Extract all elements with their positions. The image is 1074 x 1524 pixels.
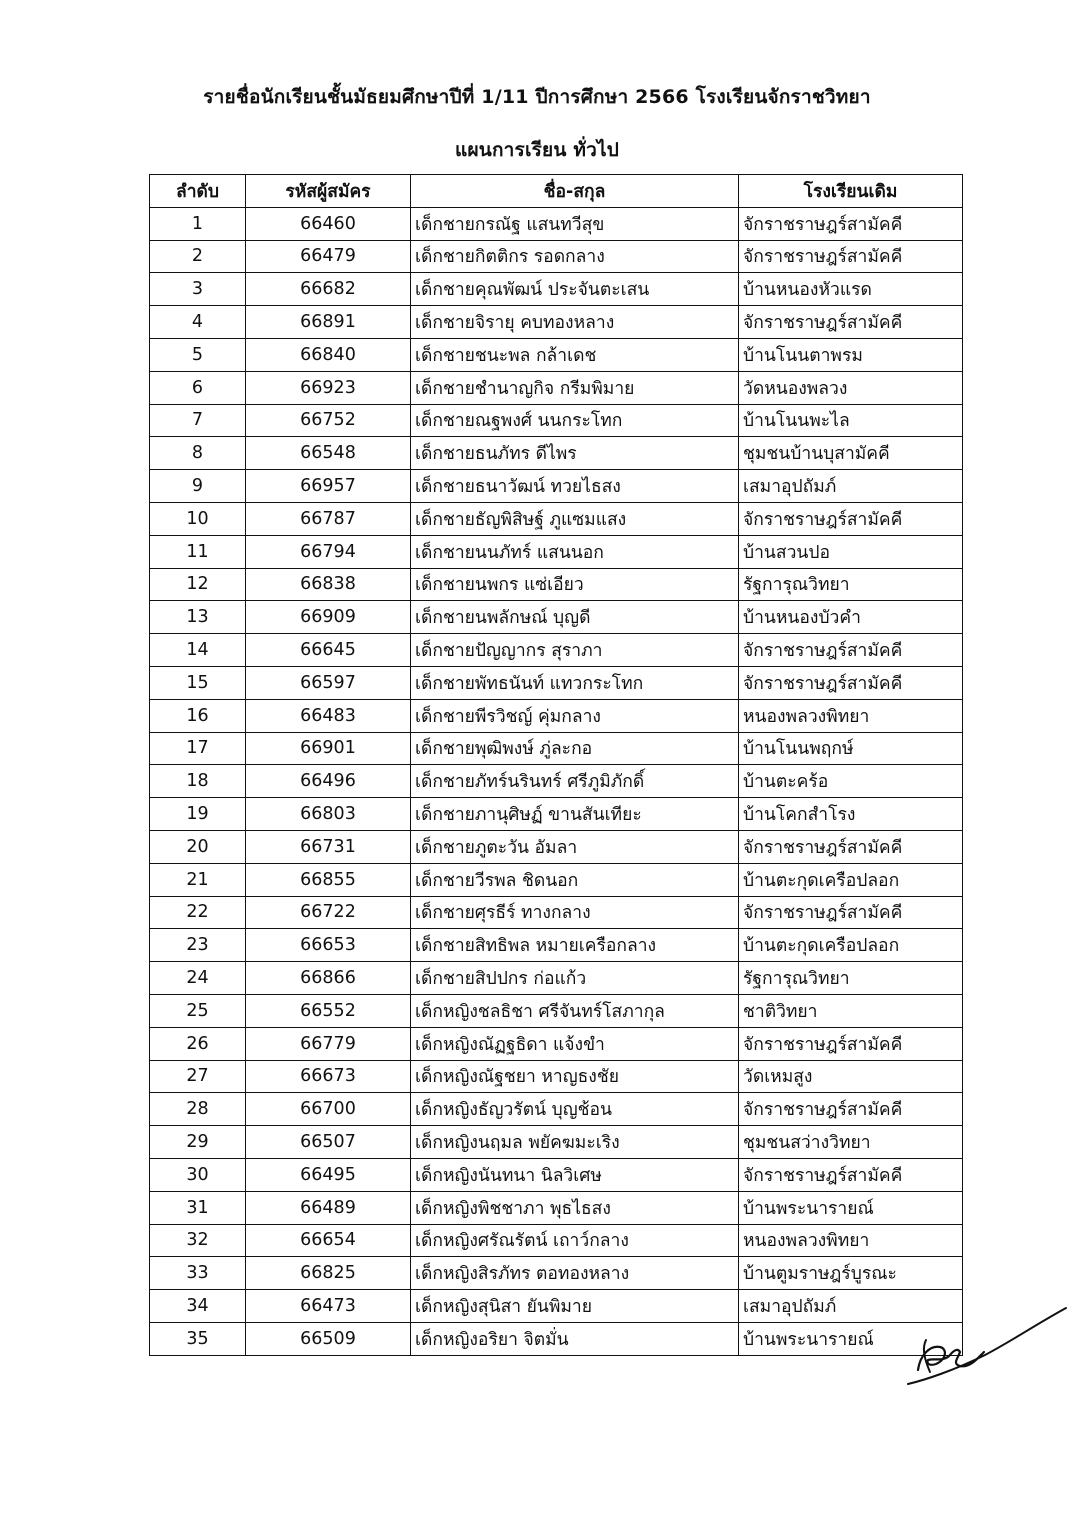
row-full-name: เด็กชายธัญพิสิษฐ์ ภูแซมแสง: [411, 502, 739, 535]
row-previous-school: หนองพลวงพิทยา: [739, 699, 963, 732]
row-full-name: เด็กชายพัทธนันท์ แทวกระโทก: [411, 666, 739, 699]
row-order: 29: [150, 1126, 246, 1159]
row-full-name: เด็กชายกรณัฐ แสนทวีสุข: [411, 207, 739, 240]
row-full-name: เด็กชายชำนาญกิจ กรีมพิมาย: [411, 371, 739, 404]
table-row: [150, 1322, 963, 1355]
table-row: [150, 1191, 963, 1224]
row-previous-school: บ้านโคกสำโรง: [739, 798, 963, 831]
row-full-name: เด็กชายจิรายุ คบทองหลาง: [411, 306, 739, 339]
header-previous-school: โรงเรียนเดิม: [739, 175, 963, 208]
table-row: [150, 240, 963, 273]
table-row: [150, 732, 963, 765]
row-previous-school: ชุมชนสว่างวิทยา: [739, 1126, 963, 1159]
row-order: 17: [150, 732, 246, 765]
row-full-name: เด็กชายชนะพล กล้าเดช: [411, 338, 739, 371]
row-applicant-id: 66779: [246, 1027, 411, 1060]
row-order: 32: [150, 1224, 246, 1257]
header-applicant-id: รหัสผู้สมัคร: [246, 175, 411, 208]
table-row: [150, 896, 963, 929]
row-previous-school: บ้านตะกุดเครือปลอก: [739, 929, 963, 962]
row-previous-school: จักราชราษฎร์สามัคคี: [739, 1093, 963, 1126]
table-body: [150, 207, 963, 1355]
row-order: 18: [150, 765, 246, 798]
row-order: 13: [150, 601, 246, 634]
row-previous-school: บ้านพระนารายณ์: [739, 1191, 963, 1224]
row-order: 30: [150, 1158, 246, 1191]
row-full-name: เด็กชายนพลักษณ์ บุญดี: [411, 601, 739, 634]
row-full-name: เด็กหญิงอริยา จิตมั่น: [411, 1322, 739, 1355]
row-applicant-id: 66496: [246, 765, 411, 798]
row-full-name: เด็กหญิงสุนิสา ยันพิมาย: [411, 1290, 739, 1323]
row-previous-school: หนองพลวงพิทยา: [739, 1224, 963, 1257]
row-previous-school: บ้านตะคร้อ: [739, 765, 963, 798]
row-full-name: เด็กชายกิตติกร รอดกลาง: [411, 240, 739, 273]
row-applicant-id: 66855: [246, 863, 411, 896]
row-order: 23: [150, 929, 246, 962]
row-applicant-id: 66923: [246, 371, 411, 404]
table-row: [150, 470, 963, 503]
row-order: 26: [150, 1027, 246, 1060]
row-previous-school: เสมาอุปถัมภ์: [739, 470, 963, 503]
row-full-name: เด็กหญิงธัญวรัตน์ บุญช้อน: [411, 1093, 739, 1126]
row-previous-school: บ้านหนองหัวแรด: [739, 273, 963, 306]
table-row: [150, 1224, 963, 1257]
row-order: 28: [150, 1093, 246, 1126]
row-previous-school: ชุมชนบ้านบุสามัคคี: [739, 437, 963, 470]
row-full-name: เด็กชายคุณพัฒน์ ประจันตะเสน: [411, 273, 739, 306]
row-applicant-id: 66645: [246, 634, 411, 667]
table-row: [150, 601, 963, 634]
row-applicant-id: 66794: [246, 535, 411, 568]
table-row: [150, 306, 963, 339]
table-row: [150, 338, 963, 371]
table-row: [150, 273, 963, 306]
row-full-name: เด็กหญิงณัฐชยา หาญธงชัย: [411, 1060, 739, 1093]
row-full-name: เด็กชายปัญญากร สุราภา: [411, 634, 739, 667]
signature: [900, 1300, 1070, 1390]
table-row: [150, 207, 963, 240]
table-row: [150, 1257, 963, 1290]
row-full-name: เด็กหญิงศรัณรัตน์ เถาว์กลาง: [411, 1224, 739, 1257]
table-row: [150, 502, 963, 535]
row-full-name: เด็กหญิงชลธิชา ศรีจันทร์โสภากุล: [411, 994, 739, 1027]
row-full-name: เด็กชายนนภัทร์ แสนนอก: [411, 535, 739, 568]
row-previous-school: บ้านตูมราษฎร์บูรณะ: [739, 1257, 963, 1290]
row-applicant-id: 66489: [246, 1191, 411, 1224]
table-row: [150, 1158, 963, 1191]
row-order: 11: [150, 535, 246, 568]
row-applicant-id: 66673: [246, 1060, 411, 1093]
row-applicant-id: 66509: [246, 1322, 411, 1355]
row-applicant-id: 66803: [246, 798, 411, 831]
row-full-name: เด็กชายภานุศิษฏ์ ขานสันเทียะ: [411, 798, 739, 831]
row-previous-school: จักราชราษฎร์สามัคคี: [739, 830, 963, 863]
row-order: 8: [150, 437, 246, 470]
row-applicant-id: 66495: [246, 1158, 411, 1191]
row-applicant-id: 66752: [246, 404, 411, 437]
row-applicant-id: 66722: [246, 896, 411, 929]
document-title: รายชื่อนักเรียนชั้นมัธยมศึกษาปีที่ 1/11 ปีการศึกษา 2566 โรงเรียนจักราชวิทยา: [203, 86, 871, 108]
table-row: [150, 863, 963, 896]
row-applicant-id: 66891: [246, 306, 411, 339]
document-subtitle: แผนการเรียน ทั่วไป: [455, 139, 619, 161]
table-row: [150, 535, 963, 568]
row-full-name: เด็กชายณฐพงศ์ นนกระโทก: [411, 404, 739, 437]
row-applicant-id: 66597: [246, 666, 411, 699]
table-row: [150, 929, 963, 962]
table-row: [150, 1060, 963, 1093]
row-applicant-id: 66653: [246, 929, 411, 962]
row-full-name: เด็กหญิงนันทนา นิลวิเศษ: [411, 1158, 739, 1191]
row-previous-school: จักราชราษฎร์สามัคคี: [739, 306, 963, 339]
row-full-name: เด็กชายสิปปกร ก่อแก้ว: [411, 962, 739, 995]
row-order: 15: [150, 666, 246, 699]
row-full-name: เด็กหญิงสิรภัทร ตอทองหลาง: [411, 1257, 739, 1290]
row-full-name: เด็กชายธนภัทร ดีไพร: [411, 437, 739, 470]
row-applicant-id: 66654: [246, 1224, 411, 1257]
row-order: 12: [150, 568, 246, 601]
row-full-name: เด็กชายศุรธีร์ ทางกลาง: [411, 896, 739, 929]
table-row: [150, 798, 963, 831]
row-order: 6: [150, 371, 246, 404]
row-order: 5: [150, 338, 246, 371]
row-previous-school: บ้านโนนตาพรม: [739, 338, 963, 371]
table-row: [150, 1027, 963, 1060]
row-applicant-id: 66473: [246, 1290, 411, 1323]
row-previous-school: จักราชราษฎร์สามัคคี: [739, 502, 963, 535]
row-order: 35: [150, 1322, 246, 1355]
table-row: [150, 830, 963, 863]
row-previous-school: จักราชราษฎร์สามัคคี: [739, 207, 963, 240]
table-row: [150, 371, 963, 404]
row-order: 27: [150, 1060, 246, 1093]
row-previous-school: รัฐการุณวิทยา: [739, 568, 963, 601]
row-order: 22: [150, 896, 246, 929]
row-previous-school: บ้านโนนพะไล: [739, 404, 963, 437]
row-previous-school: ชาติวิทยา: [739, 994, 963, 1027]
row-order: 21: [150, 863, 246, 896]
row-full-name: เด็กชายพีรวิชญ์ คุ่มกลาง: [411, 699, 739, 732]
row-applicant-id: 66552: [246, 994, 411, 1027]
table-row: [150, 765, 963, 798]
row-applicant-id: 66731: [246, 830, 411, 863]
row-previous-school: บ้านพระนารายณ์: [739, 1322, 963, 1355]
row-previous-school: บ้านหนองบัวคำ: [739, 601, 963, 634]
row-previous-school: จักราชราษฎร์สามัคคี: [739, 1027, 963, 1060]
row-applicant-id: 66838: [246, 568, 411, 601]
row-applicant-id: 66460: [246, 207, 411, 240]
table-row: [150, 1290, 963, 1323]
table-row: [150, 699, 963, 732]
row-order: 2: [150, 240, 246, 273]
row-full-name: เด็กชายธนาวัฒน์ ทวยไธสง: [411, 470, 739, 503]
table-header-row: [150, 175, 963, 208]
row-full-name: เด็กชายสิทธิพล หมายเครือกลาง: [411, 929, 739, 962]
row-previous-school: วัดหนองพลวง: [739, 371, 963, 404]
row-previous-school: เสมาอุปถัมภ์: [739, 1290, 963, 1323]
table-row: [150, 404, 963, 437]
row-full-name: เด็กชายภัทร์นรินทร์ ศรีภูมิภักดิ์: [411, 765, 739, 798]
row-applicant-id: 66957: [246, 470, 411, 503]
table-row: [150, 1093, 963, 1126]
header-order: ลำดับ: [150, 175, 246, 208]
table-row: [150, 962, 963, 995]
row-order: 31: [150, 1191, 246, 1224]
row-order: 7: [150, 404, 246, 437]
row-applicant-id: 66682: [246, 273, 411, 306]
row-order: 10: [150, 502, 246, 535]
row-full-name: เด็กชายวีรพล ชิดนอก: [411, 863, 739, 896]
row-applicant-id: 66507: [246, 1126, 411, 1159]
row-order: 14: [150, 634, 246, 667]
row-order: 16: [150, 699, 246, 732]
row-full-name: เด็กหญิงพิชชาภา พุธไธสง: [411, 1191, 739, 1224]
row-applicant-id: 66483: [246, 699, 411, 732]
row-full-name: เด็กชายพุฒิพงษ์ ภู่ละกอ: [411, 732, 739, 765]
table-row: [150, 994, 963, 1027]
row-previous-school: บ้านโนนพฤกษ์: [739, 732, 963, 765]
row-applicant-id: 66840: [246, 338, 411, 371]
row-full-name: เด็กชายภูตะวัน อัมลา: [411, 830, 739, 863]
row-previous-school: รัฐการุณวิทยา: [739, 962, 963, 995]
row-previous-school: บ้านตะกุดเครือปลอก: [739, 863, 963, 896]
row-applicant-id: 66700: [246, 1093, 411, 1126]
row-order: 24: [150, 962, 246, 995]
row-full-name: เด็กชายนพกร แซ่เอียว: [411, 568, 739, 601]
table-row: [150, 634, 963, 667]
row-full-name: เด็กหญิงนฤมล พยัคฆมะเริง: [411, 1126, 739, 1159]
row-order: 3: [150, 273, 246, 306]
row-order: 9: [150, 470, 246, 503]
row-previous-school: จักราชราษฎร์สามัคคี: [739, 666, 963, 699]
table-row: [150, 437, 963, 470]
row-order: 25: [150, 994, 246, 1027]
row-order: 19: [150, 798, 246, 831]
row-applicant-id: 66866: [246, 962, 411, 995]
row-order: 33: [150, 1257, 246, 1290]
header-full-name: ชื่อ-สกุล: [411, 175, 739, 208]
row-applicant-id: 66548: [246, 437, 411, 470]
row-order: 34: [150, 1290, 246, 1323]
row-previous-school: วัดเหมสูง: [739, 1060, 963, 1093]
row-previous-school: จักราชราษฎร์สามัคคี: [739, 240, 963, 273]
row-previous-school: จักราชราษฎร์สามัคคี: [739, 896, 963, 929]
row-full-name: เด็กหญิงณัฏฐธิดา แจ้งขำ: [411, 1027, 739, 1060]
table-row: [150, 568, 963, 601]
row-previous-school: บ้านสวนปอ: [739, 535, 963, 568]
table-row: [150, 1126, 963, 1159]
row-order: 4: [150, 306, 246, 339]
row-applicant-id: 66909: [246, 601, 411, 634]
row-applicant-id: 66901: [246, 732, 411, 765]
row-previous-school: จักราชราษฎร์สามัคคี: [739, 1158, 963, 1191]
table-row: [150, 666, 963, 699]
student-table: [149, 174, 963, 1356]
row-order: 20: [150, 830, 246, 863]
row-previous-school: จักราชราษฎร์สามัคคี: [739, 634, 963, 667]
row-applicant-id: 66787: [246, 502, 411, 535]
row-applicant-id: 66825: [246, 1257, 411, 1290]
row-applicant-id: 66479: [246, 240, 411, 273]
row-order: 1: [150, 207, 246, 240]
